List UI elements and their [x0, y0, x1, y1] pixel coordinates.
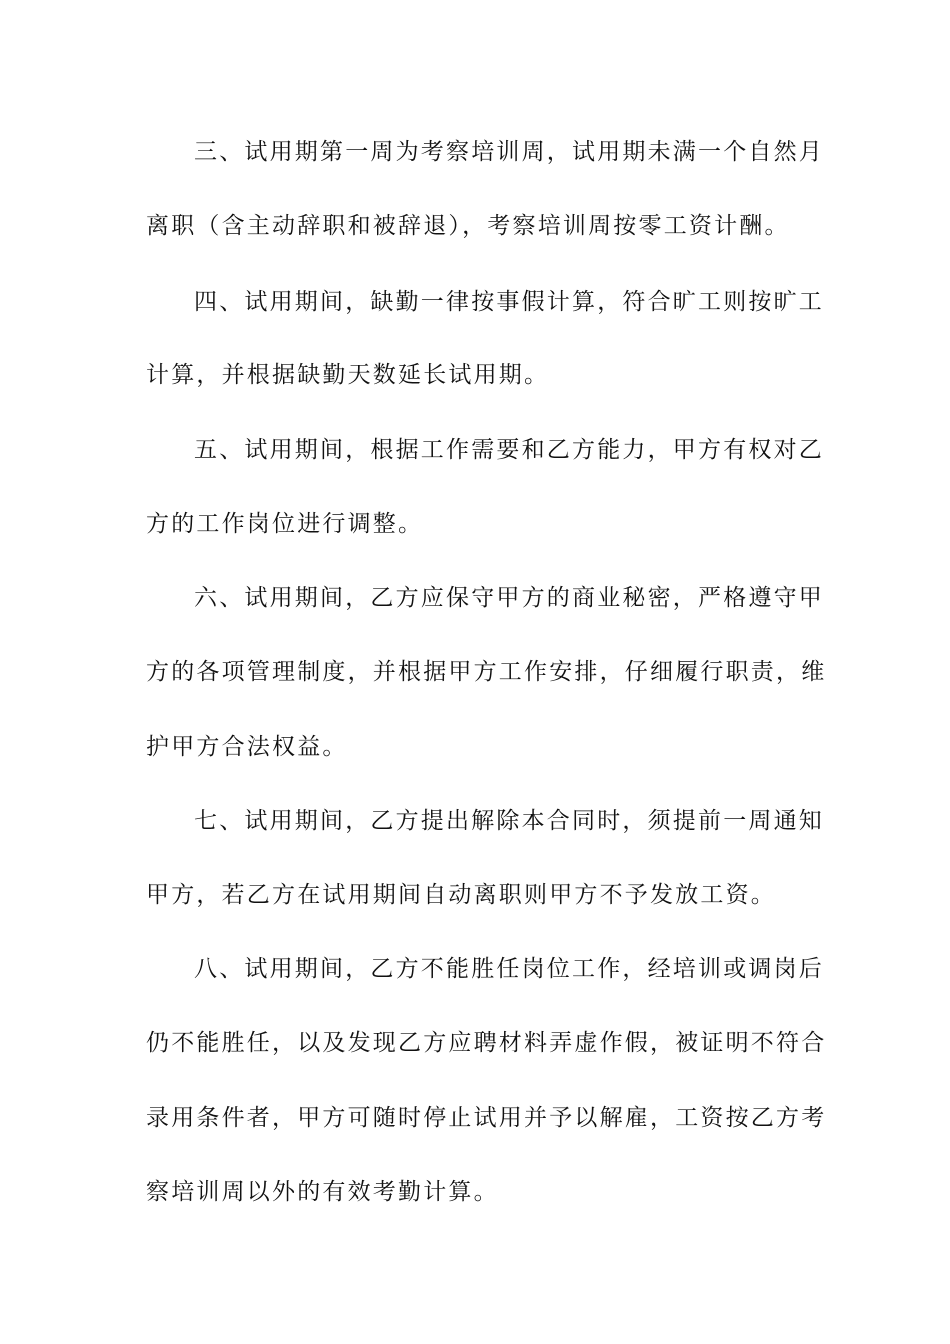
clause-7-line-1: 七、试用期间，乙方提出解除本合同时，须提前一周通知 — [194, 808, 824, 834]
clause-7-line-2: 甲方，若乙方在试用期间自动离职则甲方不予发放工资。 — [146, 882, 776, 908]
clause-6-line-1: 六、试用期间，乙方应保守甲方的商业秘密，严格遵守甲 — [194, 585, 824, 611]
clause-8-line-1: 八、试用期间，乙方不能胜任岗位工作，经培训或调岗后 — [194, 956, 824, 982]
clause-8-line-4: 察培训周以外的有效考勤计算。 — [146, 1179, 499, 1205]
clause-3-line-2: 离职（含主动辞职和被辞退），考察培训周按零工资计酬。 — [146, 213, 790, 239]
clause-5-line-2: 方的工作岗位进行调整。 — [146, 511, 424, 537]
clause-3-line-1: 三、试用期第一周为考察培训周，试用期未满一个自然月 — [194, 139, 824, 165]
clause-5-line-1: 五、试用期间，根据工作需要和乙方能力，甲方有权对乙 — [194, 437, 824, 463]
clause-6-line-3: 护甲方合法权益。 — [146, 734, 348, 760]
clause-4-line-2: 计算，并根据缺勤天数延长试用期。 — [146, 362, 550, 388]
clause-8-line-3: 录用条件者，甲方可随时停止试用并予以解雇，工资按乙方考 — [146, 1105, 827, 1131]
clause-6-line-2: 方的各项管理制度，并根据甲方工作安排，仔细履行职责，维 — [146, 659, 827, 685]
clause-4-line-1: 四、试用期间，缺勤一律按事假计算，符合旷工则按旷工 — [194, 289, 824, 315]
clause-8-line-2: 仍不能胜任，以及发现乙方应聘材料弄虚作假，被证明不符合 — [146, 1030, 827, 1056]
